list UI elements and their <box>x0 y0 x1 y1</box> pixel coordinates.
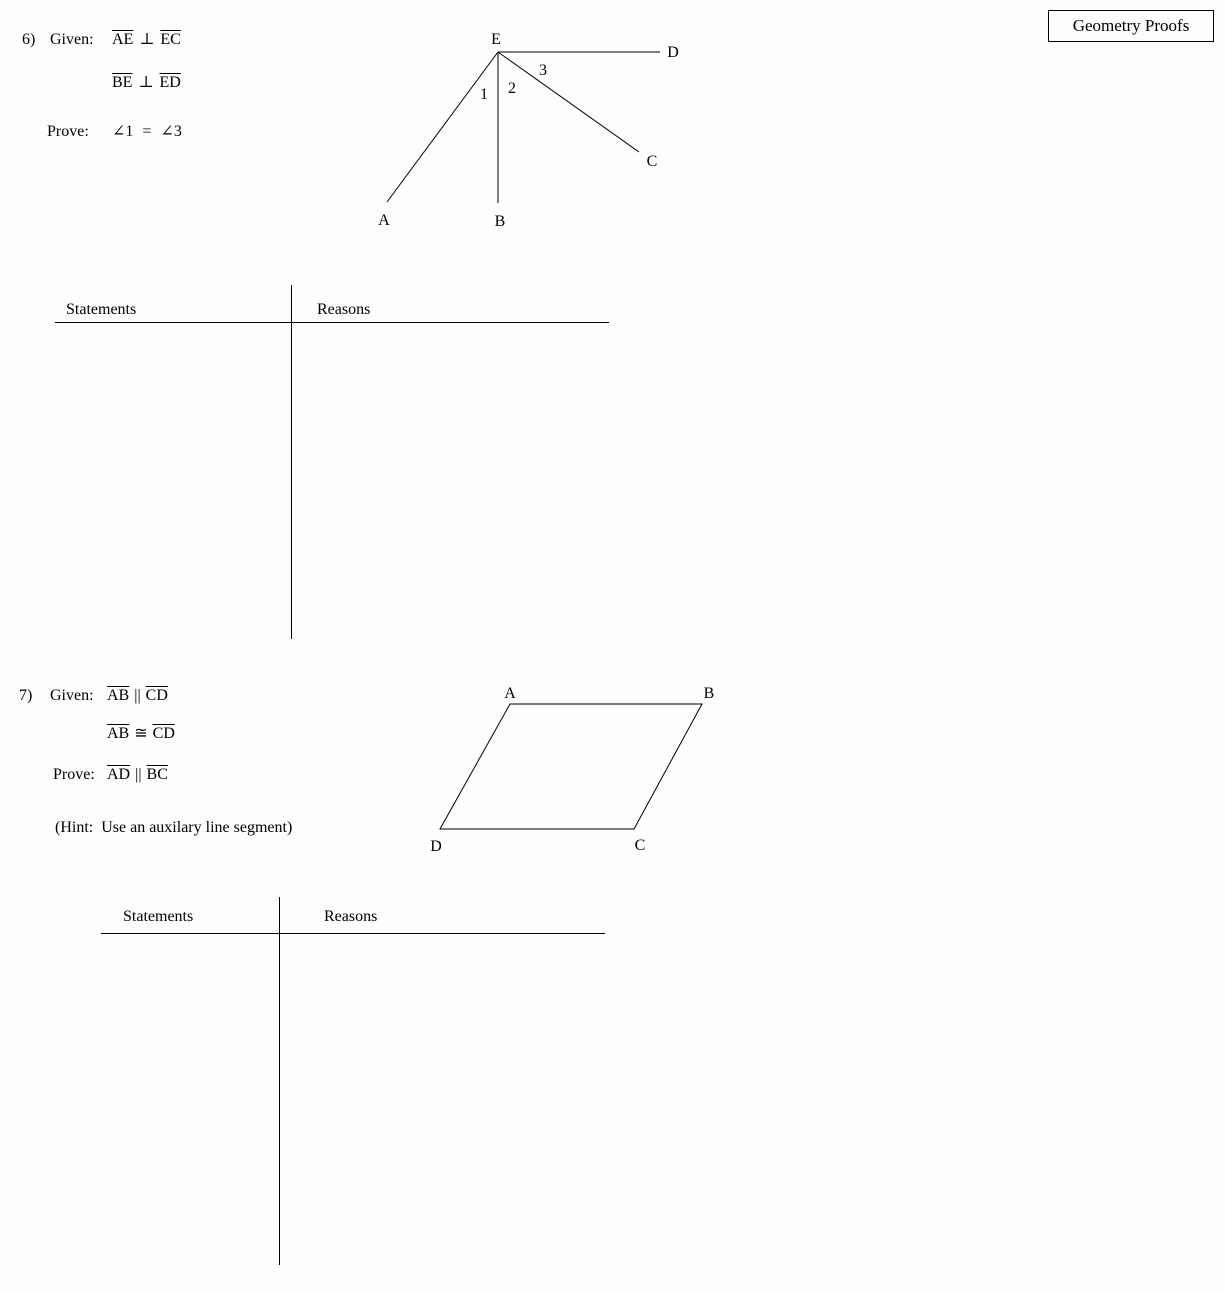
table2-reasons-header: Reasons <box>324 908 378 925</box>
table1-statements-header: Statements <box>66 301 137 318</box>
vertex-label-D: D <box>430 838 442 855</box>
problem6-given-1 <box>112 31 181 49</box>
segment-name: $\overline{AD}$ <box>107 766 131 783</box>
table2-statements-header: Statements <box>123 908 194 925</box>
problem7-given-2 <box>107 725 175 743</box>
segment-name: $\overline{AE}$ <box>112 31 134 48</box>
segment-name: $\overline{BE}$ <box>112 74 133 91</box>
equals-symbol: = <box>142 123 152 140</box>
parallel-symbol: || <box>134 687 141 704</box>
problem6-figure <box>387 52 660 203</box>
worksheet-title-badge: Geometry Proofs <box>1048 10 1214 42</box>
table2-header-rule <box>101 933 605 934</box>
problem6-prove-statement <box>112 123 182 141</box>
problem7-figure <box>440 704 702 829</box>
segment-name: $\overline{CD}$ <box>152 725 175 742</box>
parallelogram-ABCD <box>440 704 702 829</box>
problem6-number: 6) <box>22 31 36 48</box>
segment-name: $\overline{EC}$ <box>160 31 181 48</box>
vertex-label-E: E <box>491 31 501 48</box>
problem7-given-label: Given: <box>50 687 94 704</box>
table1-reasons-header: Reasons <box>317 301 371 318</box>
parallel-symbol: || <box>135 766 142 783</box>
table2-column-divider <box>279 897 280 1265</box>
problem7-hint: (Hint: Use an auxilary line segment) <box>55 819 293 836</box>
angle-number-2: 2 <box>508 80 516 97</box>
angle-1: ∠1 <box>112 123 134 140</box>
segment-EA <box>387 52 498 202</box>
congruent-symbol: ≅ <box>134 725 148 742</box>
problem6-given-2 <box>112 74 181 92</box>
segment-EC <box>498 52 639 152</box>
problem7-prove-label: Prove: <box>53 766 95 783</box>
angle-3: ∠3 <box>160 123 182 140</box>
angle-number-1: 1 <box>480 86 488 103</box>
table1-header-rule <box>55 322 609 323</box>
problem6-given-label: Given: <box>50 31 94 48</box>
perpendicular-symbol: ⊥ <box>139 31 155 48</box>
segment-name: $\overline{AB}$ <box>107 725 130 742</box>
vertex-label-A: A <box>504 685 516 702</box>
table1-column-divider <box>291 285 292 639</box>
problem7-number: 7) <box>19 687 33 704</box>
vertex-label-B: B <box>703 685 715 702</box>
problem7-given-1 <box>107 687 168 705</box>
problem7-prove-statement <box>107 766 168 784</box>
problem6-prove-label: Prove: <box>47 123 89 140</box>
segment-name: $\overline{BC}$ <box>146 766 168 783</box>
segment-name: $\overline{AB}$ <box>107 687 130 704</box>
vertex-label-C: C <box>634 837 646 854</box>
perpendicular-symbol: ⊥ <box>138 74 154 91</box>
vertex-label-C: C <box>646 153 658 170</box>
vertex-label-B: B <box>494 213 506 230</box>
segment-name: $\overline{ED}$ <box>159 74 181 91</box>
vertex-label-D: D <box>667 44 679 61</box>
angle-number-3: 3 <box>539 62 547 79</box>
segment-name: $\overline{CD}$ <box>145 687 168 704</box>
vertex-label-A: A <box>378 212 390 229</box>
